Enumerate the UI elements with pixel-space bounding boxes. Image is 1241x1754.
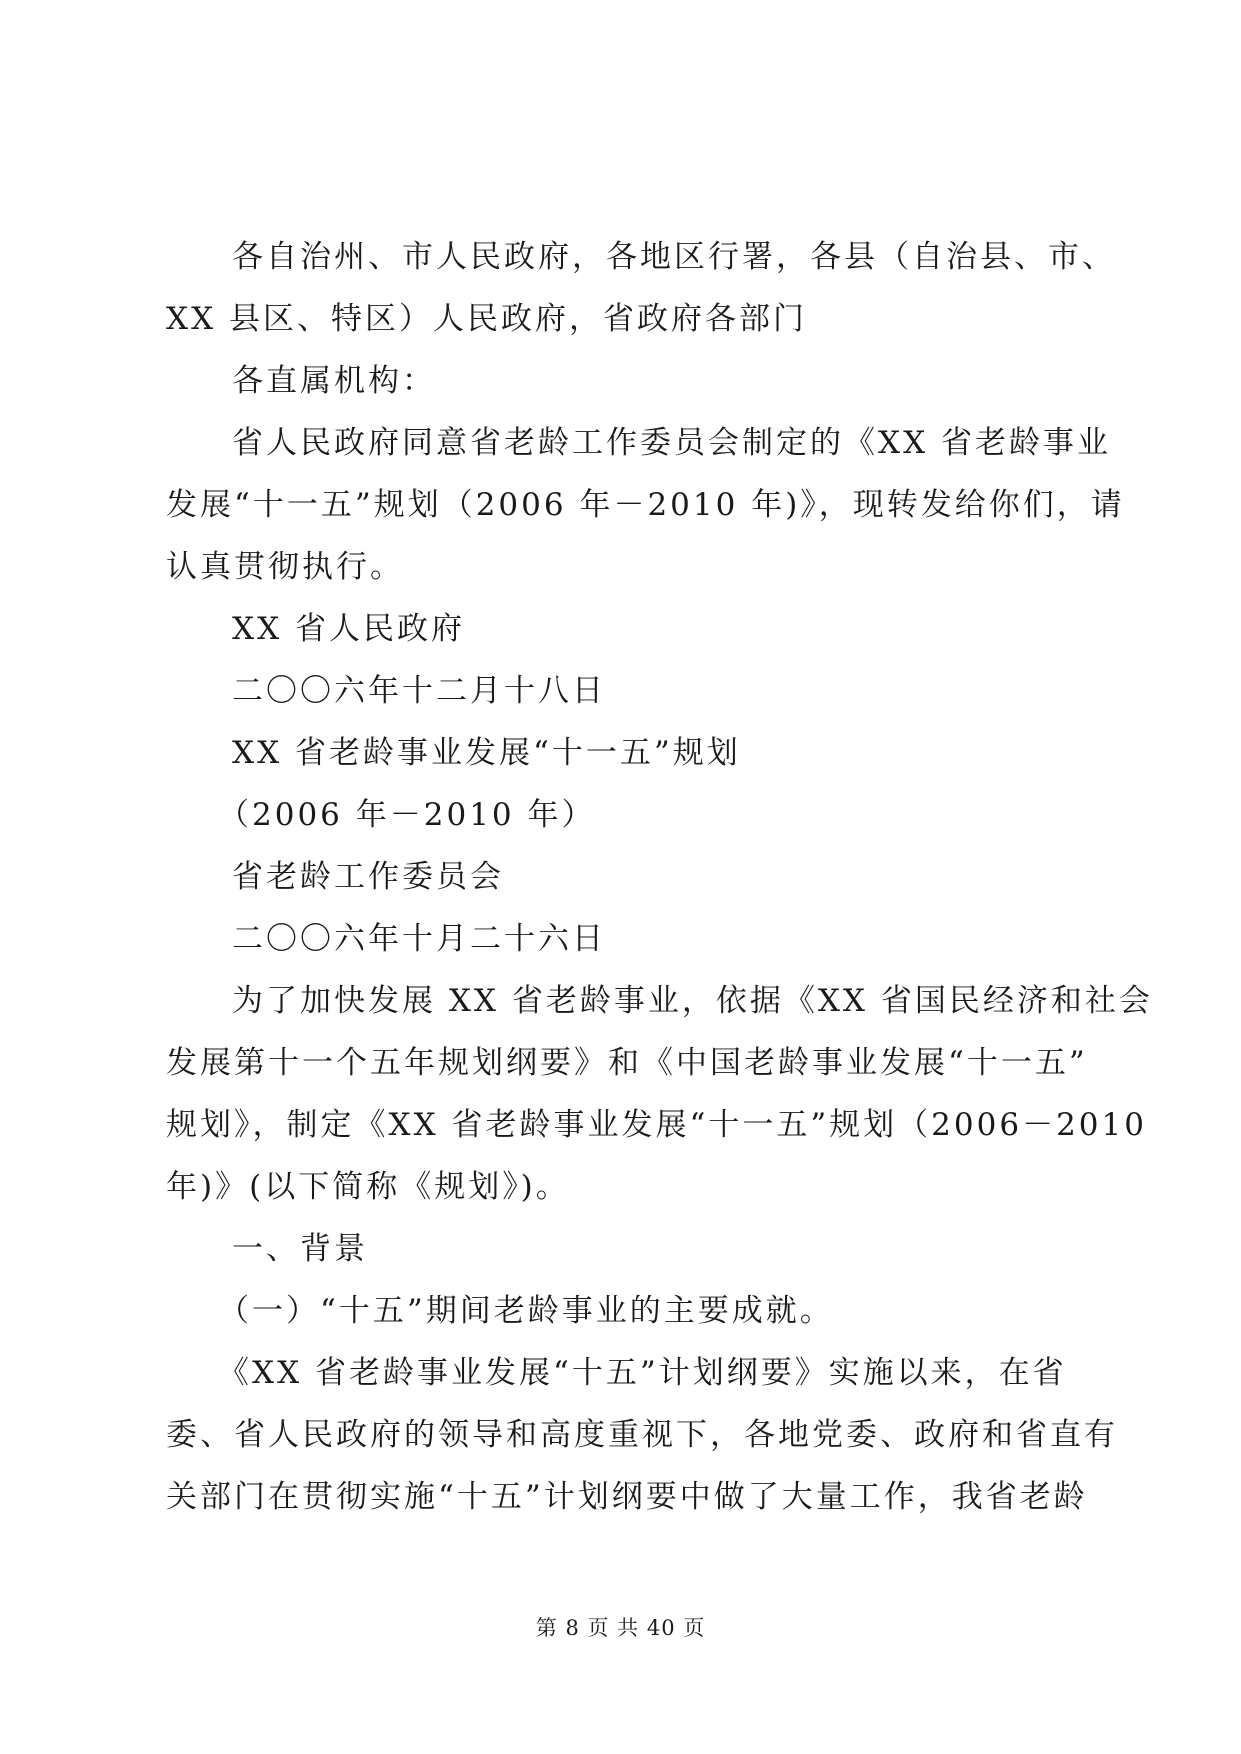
text-line: 省老龄工作委员会 xyxy=(232,859,504,895)
text-line: 发展第十一个五年规划纲要》和《中国老龄事业发展“十一五” xyxy=(166,1045,1088,1081)
text-line: 一、背景 xyxy=(232,1231,368,1267)
text-line: 为了加快发展 XX 省老龄事业，依据《XX 省国民经济和社会 xyxy=(232,983,1153,1019)
text-line: 规划》，制定《XX 省老龄事业发展“十一五”规划（2006－2010 xyxy=(166,1107,1147,1143)
section-heading-background xyxy=(166,1218,1078,1280)
text-line: 二〇〇六年十月二十六日 xyxy=(232,921,606,957)
text-line: 各自治州、市人民政府，各地区行署，各县（自治县、市、 xyxy=(232,239,1116,275)
plan-date xyxy=(166,908,1078,970)
text-line: 各直属机构： xyxy=(232,363,436,399)
text-line: XX 省老龄事业发展“十一五”规划 xyxy=(232,735,741,771)
subsection-heading-achievements xyxy=(166,1280,1078,1342)
paragraph-forwarding-notice xyxy=(166,412,1125,598)
paragraph-achievements xyxy=(166,1342,1118,1528)
text-line: 委、省人民政府的领导和高度重视下，各地党委、政府和省直有 xyxy=(166,1417,1118,1453)
text-line: 《XX 省老龄事业发展“十五”计划纲要》实施以来，在省 xyxy=(218,1355,1067,1391)
paragraph-addressees xyxy=(166,226,1116,350)
text-line: （2006 年－2010 年） xyxy=(218,797,596,833)
text-line: 关部门在贯彻实施“十五”计划纲要中做了大量工作，我省老龄 xyxy=(166,1479,1088,1515)
signature-date xyxy=(166,660,1078,722)
text-line: 年)》(以下简称《规划》)。 xyxy=(166,1169,570,1205)
plan-title xyxy=(166,722,1078,784)
paragraph-direct-agencies xyxy=(166,350,1078,412)
text-line: XX 县区、特区）人民政府，省政府各部门 xyxy=(166,301,807,337)
text-line: 发展“十一五”规划（2006 年－2010 年)》，现转发给你们，请 xyxy=(166,487,1125,523)
plan-author xyxy=(166,846,1078,908)
text-line: XX 省人民政府 xyxy=(232,611,465,647)
text-line: 认真贯彻执行。 xyxy=(166,549,404,585)
paragraph-preamble xyxy=(166,970,1153,1218)
text-line: （一）“十五”期间老龄事业的主要成就。 xyxy=(218,1293,834,1329)
plan-period xyxy=(166,784,1078,846)
text-line: 省人民政府同意省老龄工作委员会制定的《XX 省老龄事业 xyxy=(232,425,1111,461)
document-body xyxy=(166,226,1153,1528)
text-line: 二〇〇六年十二月十八日 xyxy=(232,673,606,709)
signature-issuer xyxy=(166,598,1078,660)
page-number-footer: 第 8 页 共 40 页 xyxy=(535,1616,706,1640)
